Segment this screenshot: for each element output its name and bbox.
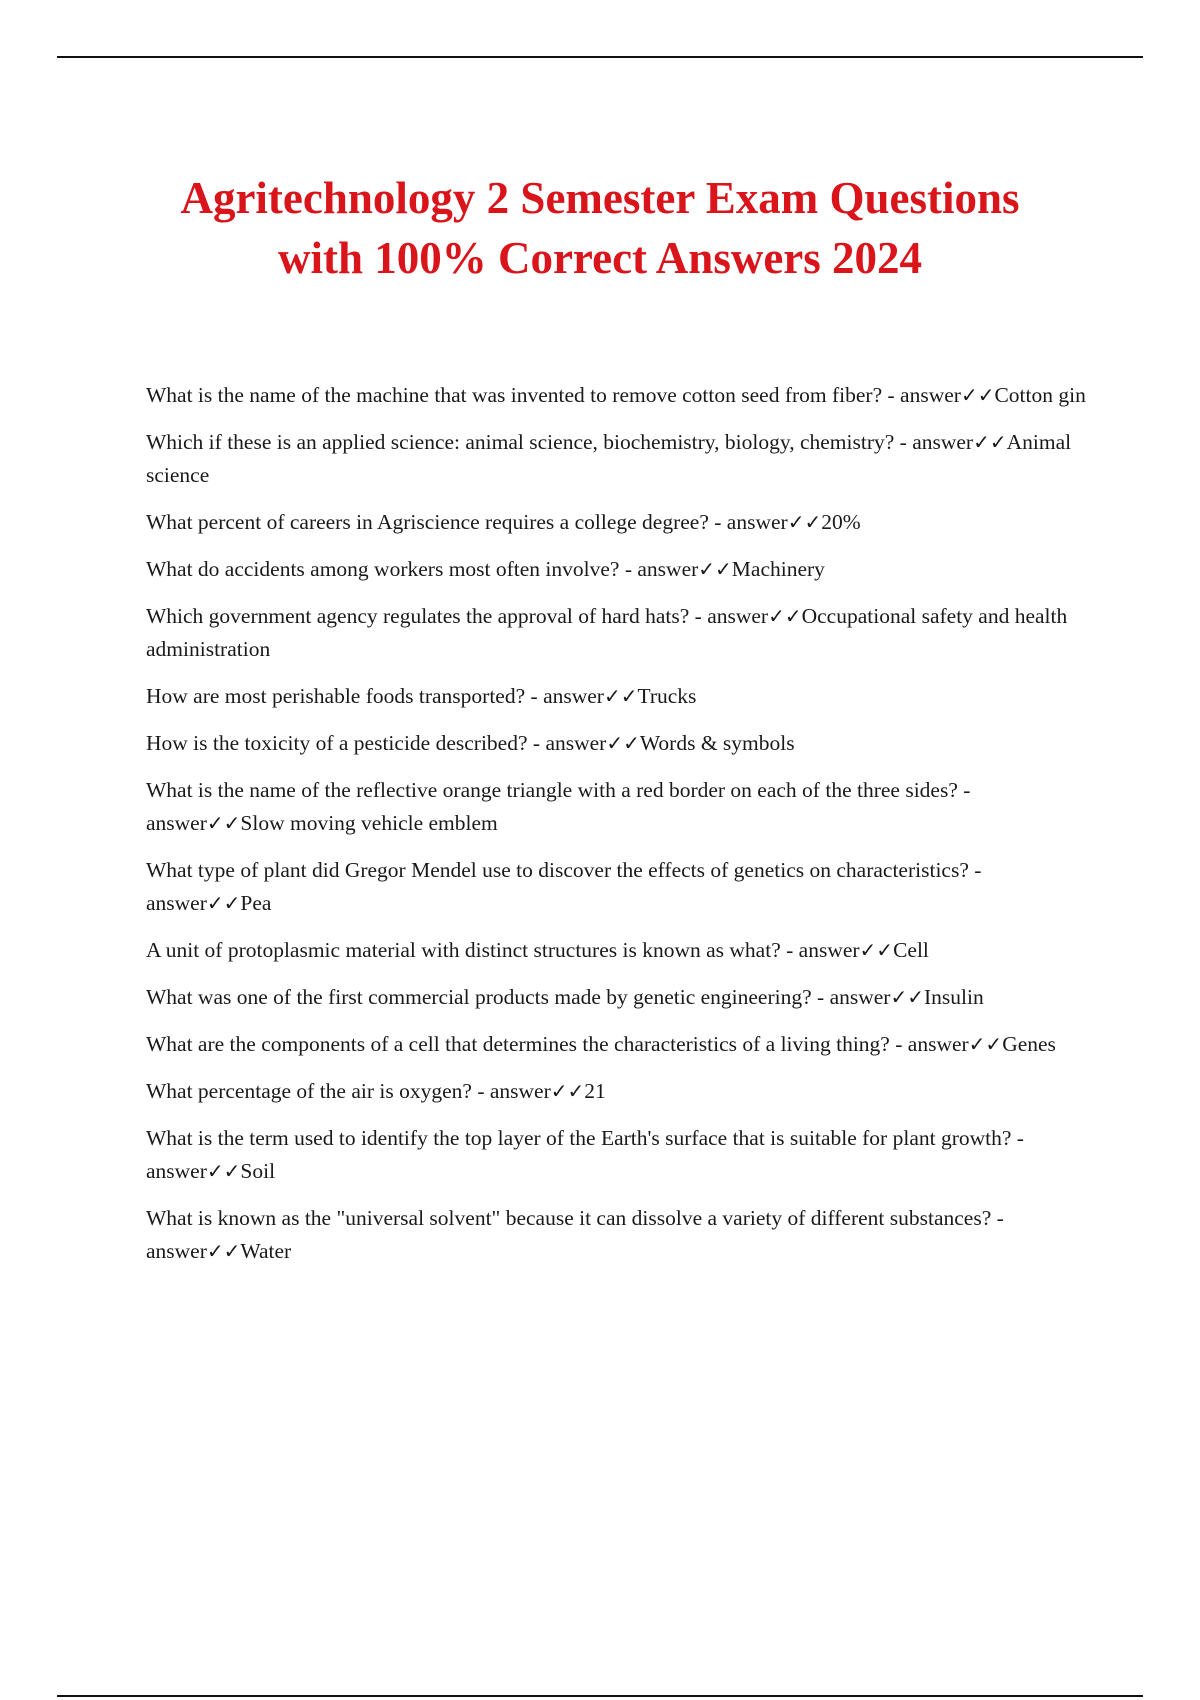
separator: -	[525, 684, 544, 708]
check-marks-icon: ✓✓	[859, 938, 894, 962]
separator: -	[957, 778, 971, 802]
answer-text: 21	[584, 1079, 606, 1103]
question-text: How is the toxicity of a pesticide described?	[146, 731, 528, 755]
answer-prefix: answer	[545, 731, 607, 755]
answer-prefix: answer	[146, 811, 207, 835]
question-text: Which government agency regulates the approval of hard hats?	[146, 604, 690, 628]
qa-item	[146, 1075, 1096, 1108]
answer-text: Water	[240, 1239, 292, 1263]
title-line-1: Agritechnology 2 Semester Exam Questions	[180, 173, 1020, 223]
question-text: What is the name of the machine that was invented to remove cotton seed from fiber?	[146, 383, 883, 407]
question-text: What is the name of the reflective orange triangle with a red border on each of the three sides?	[146, 778, 958, 802]
qa-item	[146, 774, 1096, 840]
qa-item	[146, 506, 1096, 539]
qa-item	[146, 1202, 1096, 1268]
footer-rule	[57, 1695, 1143, 1697]
separator: -	[991, 1206, 1004, 1230]
qa-item	[146, 934, 1096, 967]
separator: -	[708, 510, 727, 534]
qa-item	[146, 379, 1096, 412]
check-marks-icon: ✓✓	[550, 1079, 585, 1103]
answer-text: Slow moving vehicle emblem	[240, 811, 498, 835]
check-marks-icon: ✓✓	[206, 891, 241, 915]
separator: -	[889, 1032, 908, 1056]
answer-text: Machinery	[731, 557, 825, 581]
answer-text: Genes	[1002, 1032, 1056, 1056]
header-rule	[57, 56, 1143, 58]
check-marks-icon: ✓✓	[973, 430, 1007, 454]
check-marks-icon: ✓✓	[206, 1239, 241, 1263]
check-marks-icon: ✓✓	[787, 510, 822, 534]
answer-prefix: answer	[726, 510, 788, 534]
answer-prefix: answer	[707, 604, 769, 628]
qa-item	[146, 854, 1096, 920]
answer-prefix: answer	[489, 1079, 551, 1103]
question-text: What percentage of the air is oxygen?	[146, 1079, 472, 1103]
question-text: What type of plant did Gregor Mendel use to discover the effects of genetics on characteristics?	[146, 858, 969, 882]
separator: -	[968, 858, 982, 882]
question-text: Which if these is an applied science: animal science, biochemistry, biology, chemistry?	[146, 430, 895, 454]
separator: -	[894, 430, 913, 454]
qa-item	[146, 1122, 1096, 1188]
answer-text: Pea	[240, 891, 272, 915]
question-text: What is the term used to identify the top layer of the Earth's surface that is suitable for plant growth?	[146, 1126, 1012, 1150]
question-text: What percent of careers in Agriscience requires a college degree?	[146, 510, 709, 534]
check-marks-icon: ✓✓	[206, 1159, 241, 1183]
check-marks-icon: ✓✓	[698, 557, 732, 581]
answer-text: Cotton gin	[994, 383, 1086, 407]
question-text: What is known as the "universal solvent" because it can dissolve a variety of different substances?	[146, 1206, 992, 1230]
qa-item	[146, 426, 1096, 492]
check-marks-icon: ✓✓	[890, 985, 924, 1009]
answer-prefix: answer	[146, 1159, 207, 1183]
answer-prefix: answer	[900, 383, 961, 407]
title-line-2: with 100% Correct Answers 2024	[277, 233, 923, 283]
check-marks-icon: ✓✓	[606, 731, 640, 755]
answer-prefix: answer	[146, 1239, 207, 1263]
answer-text: Insulin	[923, 985, 984, 1009]
qa-item	[146, 1028, 1096, 1061]
separator: -	[780, 938, 799, 962]
separator: -	[527, 731, 546, 755]
question-text: What are the components of a cell that determines the characteristics of a living thing?	[146, 1032, 890, 1056]
qa-item	[146, 600, 1096, 666]
qa-item	[146, 553, 1096, 586]
answer-text: Trucks	[637, 684, 697, 708]
answer-text: Cell	[893, 938, 929, 962]
answer-text: Occupational safety and health administration	[146, 604, 1068, 661]
check-marks-icon: ✓✓	[968, 1032, 1003, 1056]
qa-item	[146, 727, 1096, 760]
check-marks-icon: ✓✓	[960, 383, 995, 407]
qa-item	[146, 981, 1096, 1014]
answer-text: Soil	[240, 1159, 276, 1183]
check-marks-icon: ✓✓	[768, 604, 802, 628]
check-marks-icon: ✓✓	[206, 811, 241, 835]
answer-prefix: answer	[912, 430, 974, 454]
separator: -	[689, 604, 708, 628]
check-marks-icon: ✓✓	[603, 684, 638, 708]
answer-prefix: answer	[637, 557, 699, 581]
separator: -	[1011, 1126, 1024, 1150]
answer-prefix: answer	[543, 684, 604, 708]
answer-prefix: answer	[146, 891, 207, 915]
question-text: How are most perishable foods transported?	[146, 684, 526, 708]
separator: -	[882, 383, 901, 407]
document-title	[100, 168, 1100, 288]
answer-text: Animal science	[146, 430, 1072, 487]
question-text: What was one of the first commercial products made by genetic engineering?	[146, 985, 812, 1009]
answer-prefix: answer	[798, 938, 860, 962]
answer-text: 20%	[821, 510, 861, 534]
question-text: What do accidents among workers most often involve?	[146, 557, 620, 581]
qa-item	[146, 680, 1096, 713]
question-answer-list	[146, 379, 1096, 1282]
answer-prefix: answer	[829, 985, 891, 1009]
question-text: A unit of protoplasmic material with distinct structures is known as what?	[146, 938, 781, 962]
separator: -	[471, 1079, 490, 1103]
answer-text: Words & symbols	[639, 731, 795, 755]
answer-prefix: answer	[907, 1032, 969, 1056]
separator: -	[811, 985, 830, 1009]
separator: -	[619, 557, 638, 581]
